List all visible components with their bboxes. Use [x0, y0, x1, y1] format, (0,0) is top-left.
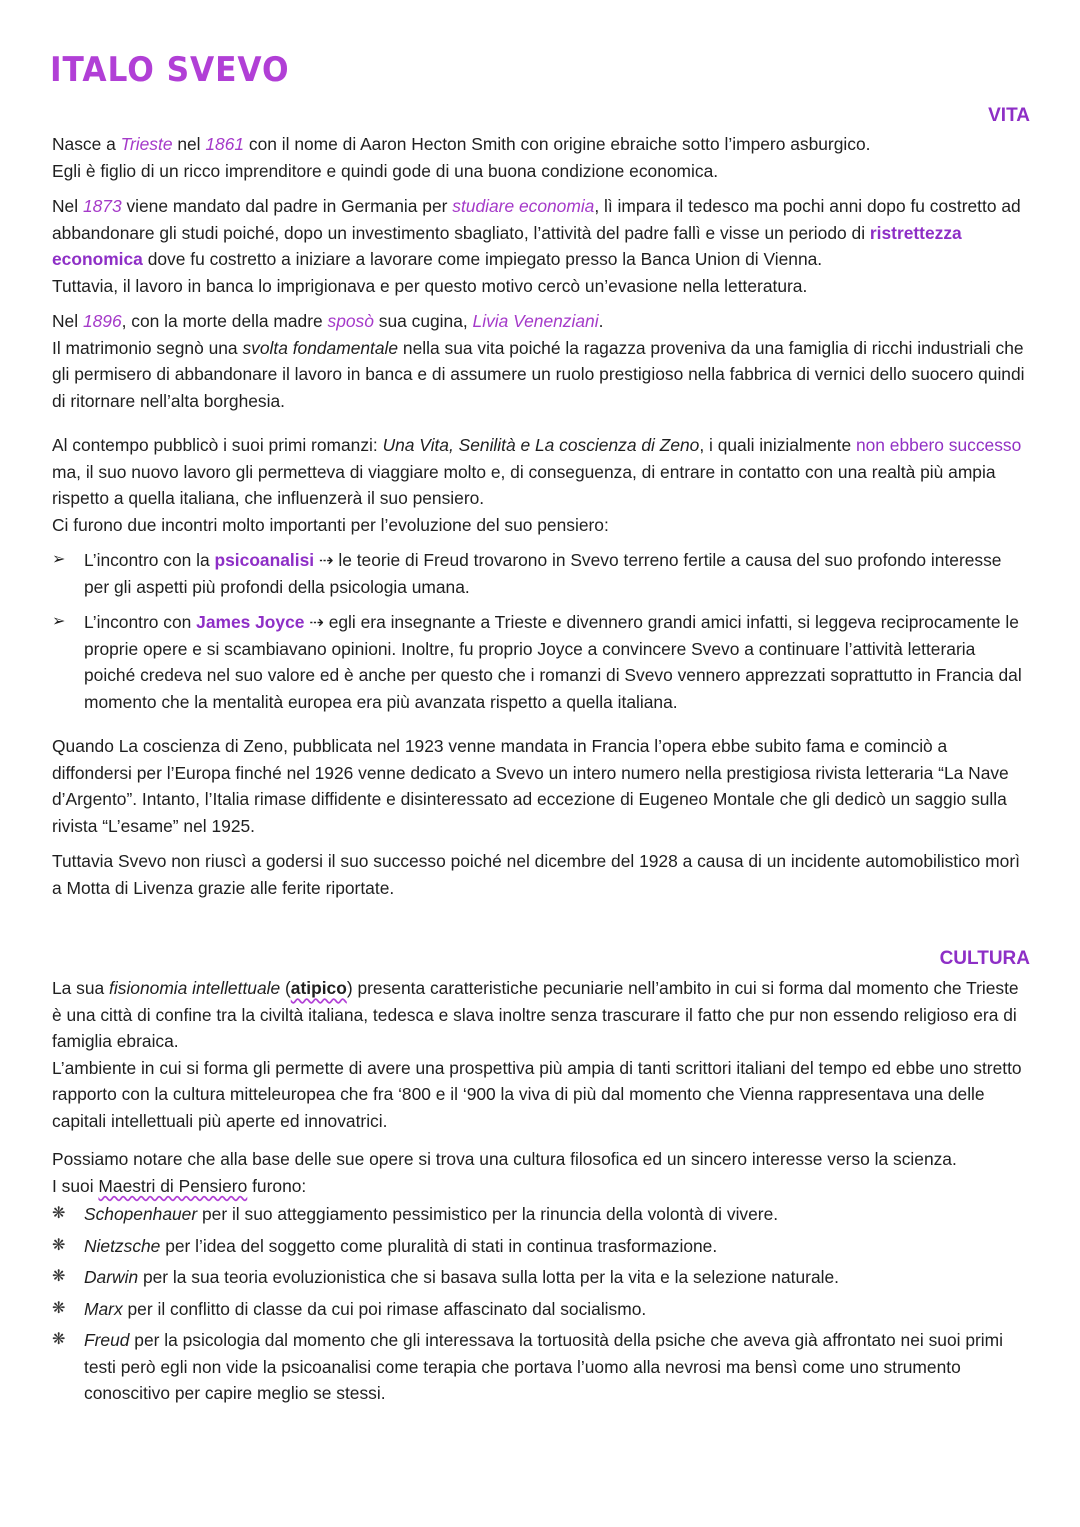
paragraph: Possiamo notare che alla base delle sue opere si trova una cultura filosofica ed un sincero interesse verso la scienza. I suoi Maestri di Pensiero furono: — [52, 1149, 957, 1196]
paragraph: Nel 1873 viene mandato dal padre in Germania per studiare economia, lì impara il tedesco ma pochi anni dopo fu costretto ad abbandonare gli studi poiché, dopo un investimento sbagliato, l’attività del padre fallì e visse un periodo di ristrettezza economica dove fu costretto a iniziare a lavorare come impiegato presso la Banca Union di Vienna. Tuttavia, il lavoro in banca lo imprigionava e per questo motivo cercò un’evasione nella letteratura. — [52, 196, 1021, 296]
star-bullet-icon: ❋ — [52, 1299, 66, 1317]
paragraph: Nel 1896, con la morte della madre sposò sua cugina, Livia Venenziani. Il matrimonio segnò una svolta fondamentale nella sua vita poiché la ragazza proveniva da una famiglia di ricchi industriali che gli permisero di abbandonare il lavoro in banca e di assumere un ruolo prestigioso nella fabbrica di vernici dello suocero quindi di ritornare nell’alta borghesia. — [52, 311, 1025, 411]
section-cultura — [52, 975, 1030, 1412]
maestro-name: Nietzsche — [84, 1235, 161, 1256]
star-bullet-icon: ❋ — [52, 1268, 66, 1285]
star-bullet-icon: ❋ — [52, 1236, 66, 1254]
page-title: ITALO SVEVO — [50, 50, 290, 90]
section-label-vita: VITA — [988, 105, 1030, 126]
maestro-text: per l’idea del soggetto come pluralità di stati in continua trasformazione. — [160, 1235, 718, 1256]
star-bullet-icon: ❋ — [52, 1205, 66, 1222]
list-item — [52, 1233, 1030, 1260]
maestro-name: Marx — [84, 1298, 123, 1319]
list-item — [52, 1327, 1030, 1407]
maestro-name: Schopenhauer — [84, 1204, 198, 1224]
paragraph: La sua fisionomia intellettuale (atipico) presenta caratteristiche pecuniarie nell’ambito in cui si forma dal momento che Trieste è una città di confine tra la civiltà italiana, tedesca e slava inoltre senza trascurare il fatto che pur non essendo religioso era di famiglia ebraica. L’ambiente in cui si forma gli permette di avere una prospettiva più ampia di tanti scrittori italiani del tempo ed ebbe uno stretto rapporto con la cultura mitteleuropea che fra ‘800 e il ‘900 la viva di più dal momento che Vienna rappresentava una delle capitali intellettuali più aperte ed innovatrici. — [52, 978, 1022, 1131]
list-item — [52, 1201, 1030, 1228]
paragraph: Nasce a Trieste nel 1861 con il nome di Aaron Hecton Smith con origine ebraiche sotto l’impero asburgico. Egli è figlio di un ricco imprenditore e quindi gode di una buona condizione economica. — [52, 134, 871, 181]
list-item: ➢ L’incontro con la psicoanalisi ⇢ le teorie di Freud trovarono in Svevo terreno fertile a causa del suo profondo interesse per gli aspetti più profondi della psicologia umana. — [52, 547, 1030, 600]
arrow-bullet-icon: ➢ — [52, 551, 66, 568]
paragraph: Quando La coscienza di Zeno, pubblicata nel 1923 venne mandata in Francia l’opera ebbe subito fama e cominciò a diffondersi per l’Europa finché nel 1926 venne dedicato a Svevo un intero numero nella prestigiosa rivista letteraria “La Nave d’Argento”. Intanto, l’Italia rimase diffidente e disinteressato ad eccezione di Eugeneo Montale che gli dedicò un saggio sulla rivista “L’esame” nel 1925. — [52, 736, 1009, 836]
list-item — [52, 1296, 1030, 1323]
list-item — [52, 1264, 1030, 1291]
maestro-text: per la sua teoria evoluzionistica che si basava sulla lotta per la vita e la selezione naturale. — [138, 1267, 839, 1287]
section-label-cultura: CULTURA — [939, 948, 1030, 969]
maestro-text: per il suo atteggiamento pessimistico per la rinuncia della volontà di vivere. — [197, 1204, 779, 1224]
maestro-name: Darwin — [84, 1267, 139, 1287]
list-item: ➢ L’incontro con James Joyce ⇢ egli era insegnante a Trieste e divennero grandi amici infatti, si leggeva reciprocamente le proprie opere e si scambiavano opinioni. Inoltre, fu proprio Joyce a convincere Svevo a continuare l’attività letteraria poiché credeva nel suo valore ed è anche per questo che i romanzi di Svevo vennero apprezzati soprattutto in Francia dal momento che la mentalità europea era più avanzata rispetto a quella italiana. — [52, 609, 1030, 715]
paragraph: Al contempo pubblicò i suoi primi romanzi: Una Vita, Senilità e La coscienza di Zeno, i quali inizialmente non ebbero successo ma, il suo nuovo lavoro gli permetteva di viaggiare molto e, di conseguenza, di entrare in contatto con una realtà più ampia rispetto a quella italiana, che influenzerà il suo pensiero. Ci furono due incontri molto importanti per l’evoluzione del suo pensiero: — [52, 435, 1022, 535]
maestro-name: Freud — [84, 1330, 130, 1350]
star-bullet-icon: ❋ — [52, 1331, 66, 1348]
maestro-text: per la psicologia dal momento che gli interessava la tortuosità della psiche che aveva già affrontato nei suoi primi testi però egli non vide la psicoanalisi come terapia che portava l’uomo alla nevrosi ma bensì come uno strumento conoscitivo per capire meglio se stessi. — [84, 1330, 1004, 1403]
section-vita — [52, 131, 1030, 910]
arrow-bullet-icon: ➢ — [52, 613, 66, 630]
maestro-text: per il conflitto di classe da cui poi rimase affascinato dal socialismo. — [122, 1298, 647, 1319]
paragraph: Tuttavia Svevo non riuscì a godersi il suo successo poiché nel dicembre del 1928 a causa di un incidente automobilistico morì a Motta di Livenza grazie alle ferite riportate. — [52, 851, 1020, 898]
maestri-list — [52, 1201, 1030, 1407]
